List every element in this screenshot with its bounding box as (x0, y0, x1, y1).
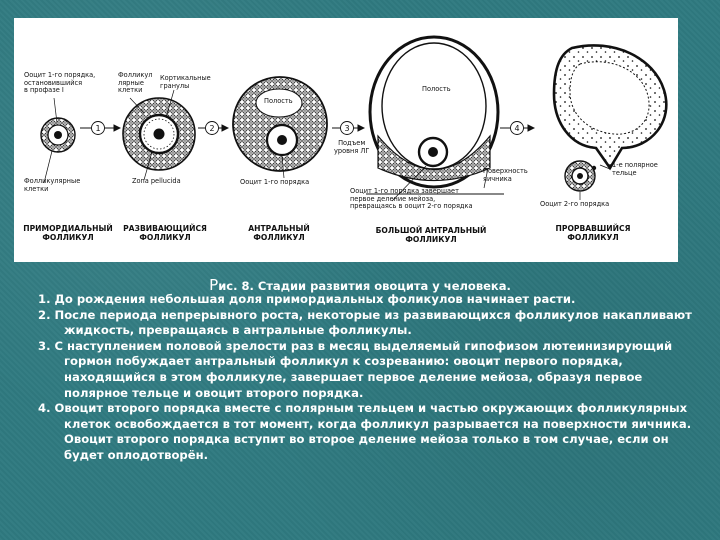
label-oocyte-arrested: Ооцит 1-го порядка, остановившийся в профазе I (24, 71, 96, 94)
list-item: 3. С наступлением половой зрелости раз в месяц выделяемый гипофизом лютеинизирующий гормон побуждает антральный фолликул к созреванию: овоцит первого порядка, находящийся в этом фолликуле, завершает первое деление мейоза, образуя первое полярное тельце и овоцит второго порядка. (38, 338, 673, 400)
list-item: 1. До рождения небольшая доля примордиальных фоликулов начинает расти. (38, 292, 576, 306)
stage-label-developing: РАЗВИВАЮЩИЙСЯ ФОЛЛИКУЛ (123, 224, 207, 242)
label-follicular-cells-bottom: Фолликулярные клетки (24, 177, 81, 193)
list-item: 4. Овоцит второго порядка вместе с полярным тельцем и частью окружающих фолликулярных клеток освобождается в тот момент, когда фолликул разрывается на поверхности яичника. Овоцит второго порядка вступит во второе деление мейоза только в том случае, если он будет оплодотворён. (38, 401, 692, 462)
arrow-number: 2 (209, 124, 215, 133)
arrow-number: 3 (344, 124, 350, 133)
label-zona-pellucida: Zona pellucida (132, 177, 181, 185)
arrow-number: 1 (95, 124, 101, 133)
oocyte-development-figure (14, 18, 678, 262)
stage-label-large-antral: БОЛЬШОЙ АНТРАЛЬНЫЙ ФОЛЛИКУЛ (375, 226, 487, 244)
label-cavity: Полость (264, 97, 293, 105)
caption-text: ис. 8. Стадии развития овоцита у человека. (218, 279, 511, 293)
label-cavity: Полость (422, 85, 451, 93)
developing-follicle (123, 98, 195, 170)
label-oocyte1-completes: Ооцит 1-го порядка завершает первое деление мейоза, превращаясь в ооцит 2-го порядка (350, 187, 473, 210)
stage-label-antral: АНТРАЛЬНЫЙ ФОЛЛИКУЛ (248, 224, 310, 242)
label-oocyte2: Ооцит 2-го порядка (540, 200, 610, 208)
label-oocyte1: Ооцит 1-го порядка (240, 178, 310, 186)
arrow-number: 4 (514, 124, 520, 133)
description-list (38, 292, 698, 464)
antral-follicle (233, 77, 327, 171)
label-ovary-surface: Поверхность яичника (483, 167, 528, 183)
primordial-follicle (41, 118, 75, 152)
label-polar-body: 1-е полярное тельце (612, 161, 658, 177)
stage-label-ruptured: ПРОРВАВШИЙСЯ ФОЛЛИКУЛ (555, 224, 631, 242)
label-lh-surge: Подъем уровня ЛГ (334, 139, 370, 155)
stage-label-primordial: ПРИМОРДИАЛЬНЫЙ ФОЛЛИКУЛ (23, 224, 113, 242)
caption-prefix: Р (209, 276, 219, 294)
list-item: 2. После периода непрерывного роста, некоторые из развивающихся фолликулов накапливают жидкость, превращаясь в антральные фолликулы. (38, 307, 692, 338)
label-cortical-granules: Кортикальные гранулы (160, 74, 211, 90)
label-follicular-cells: Фолликул лярные клетки (118, 71, 153, 94)
